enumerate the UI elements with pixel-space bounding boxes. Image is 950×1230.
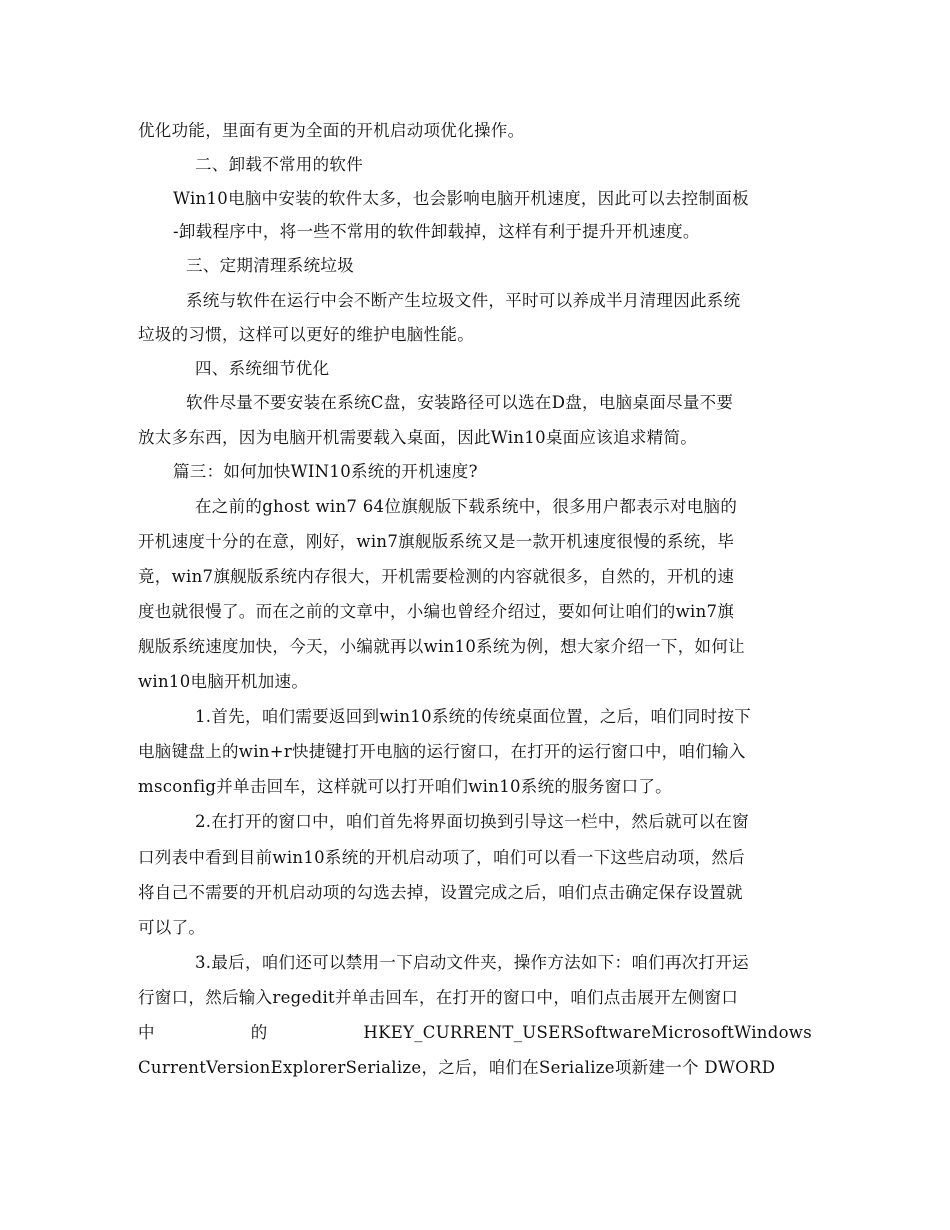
text-line-3: Win10电脑中安装的软件太多，也会影响电脑开机速度，因此可以去控制面板 bbox=[173, 189, 749, 208]
text-line-12: 在之前的ghost win7 64位旗舰版下载系统中，很多用户都表示对电脑的 bbox=[195, 497, 738, 516]
text-line-10: 放太多东西，因为电脑开机需要载入桌面，因此Win10桌面应该追求精简。 bbox=[138, 428, 698, 447]
justified-line-27 bbox=[138, 1023, 812, 1043]
text-line-18: 1.首先，咱们需要返回到win10系统的传统桌面位置，之后，咱们同时按下 bbox=[195, 707, 752, 726]
text-line-20: msconfig并单击回车，这样就可以打开咱们win10系统的服务窗口了。 bbox=[138, 777, 672, 796]
text-line-17: win10电脑开机加速。 bbox=[138, 672, 309, 691]
text-line-9: 软件尽量不要安装在系统C盘，安装路径可以选在D盘，电脑桌面尽量不要 bbox=[186, 393, 734, 412]
text-line-1: 优化功能，里面有更为全面的开机启动项优化操作。 bbox=[138, 121, 525, 140]
text-fragment-de: 的 bbox=[250, 1023, 268, 1042]
registry-path-part1: HKEY_CURRENT_USERSoftwareMicrosoftWindows bbox=[363, 1023, 812, 1042]
text-line-16: 舰版系统速度加快，今天，小编就再以win10系统为例，想大家介绍一下，如何让 bbox=[138, 637, 745, 656]
text-line-7: 垃圾的习惯，这样可以更好的维护电脑性能。 bbox=[138, 325, 474, 344]
text-line-22: 口列表中看到目前win10系统的开机启动项了，咱们可以看一下这些启动项，然后 bbox=[138, 848, 745, 867]
text-line-19: 电脑键盘上的win+r快捷键打开电脑的运行窗口，在打开的运行窗口中，咱们输入 bbox=[138, 742, 746, 761]
text-line-13: 开机速度十分的在意，刚好，win7旗舰版系统又是一款开机速度很慢的系统，毕 bbox=[138, 532, 735, 551]
text-line-14: 竟，win7旗舰版系统内存很大，开机需要检测的内容就很多，自然的，开机的速 bbox=[138, 567, 735, 586]
text-line-28: CurrentVersionExplorerSerialize，之后，咱们在Serialize项新建一个 DWORD bbox=[138, 1058, 776, 1077]
section-heading-3: 三、定期清理系统垃圾 bbox=[186, 256, 354, 275]
text-line-21: 2.在打开的窗口中，咱们首先将界面切换到引导这一栏中，然后就可以在窗 bbox=[195, 812, 749, 831]
section-heading-2: 二、卸载不常用的软件 bbox=[195, 155, 363, 174]
section-heading-4: 四、系统细节优化 bbox=[195, 359, 330, 378]
text-fragment-zhong: 中 bbox=[138, 1023, 155, 1042]
text-line-15: 度也就很慢了。而在之前的文章中，小编也曾经介绍过，要如何让咱们的win7旗 bbox=[138, 602, 735, 621]
text-line-23: 将自己不需要的开机启动项的勾选去掉，设置完成之后，咱们点击确定保存设置就 bbox=[138, 883, 743, 902]
text-line-25: 3.最后，咱们还可以禁用一下启动文件夹，操作方法如下：咱们再次打开运 bbox=[195, 953, 749, 972]
article-heading: 篇三：如何加快WIN10系统的开机速度? bbox=[173, 462, 478, 481]
text-line-4: -卸载程序中，将一些不常用的软件卸载掉，这样有利于提升开机速度。 bbox=[173, 222, 700, 241]
text-line-6: 系统与软件在运行中会不断产生垃圾文件，平时可以养成半月清理因此系统 bbox=[186, 291, 741, 310]
text-line-24: 可以了。 bbox=[138, 918, 206, 937]
text-line-26: 行窗口，然后输入regedit并单击回车，在打开的窗口中，咱们点击展开左侧窗口 bbox=[138, 988, 739, 1007]
